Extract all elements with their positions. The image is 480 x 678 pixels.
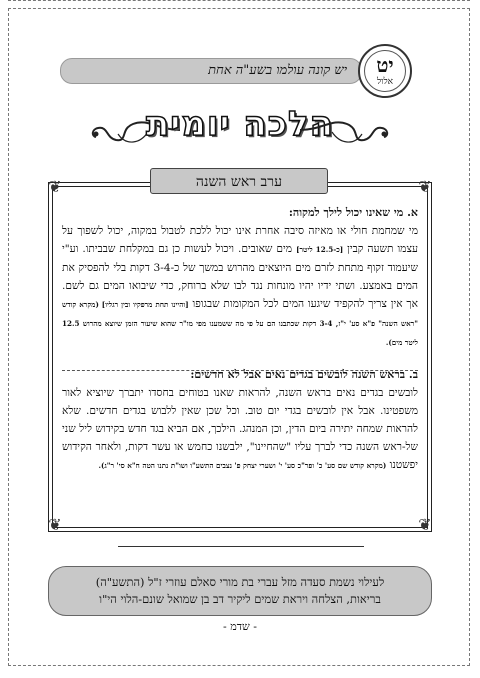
tagline-bar <box>60 58 362 84</box>
section-b <box>62 366 418 475</box>
section-divider <box>62 370 418 371</box>
corner-ornament-icon: ❦ <box>418 515 432 534</box>
page-number: - שדמ - <box>222 620 258 633</box>
section-b-source: (מקרא קודש שם סע' כ' ופר"כ סע' י' ושערי יצחק פ' נצבים התשע"ו ושו"ת נתנו הטה ח"א סי' ר"ג). <box>98 461 387 470</box>
dedication-line-2: בריאות, הצלחה ויראת שמים ליקיר דב בן שמואל שונם-הלוי הי"ו <box>99 592 381 606</box>
corner-ornament-icon: ❦ <box>48 515 62 534</box>
section-a-heading: א. מי שאינו יכול לילך למקוה: <box>288 206 418 219</box>
section-a-measure: [כ-12.5 ליטר] <box>296 245 344 254</box>
section-b-body: לובשים בגדים נאים בראש השנה, להראות שאנו בטוחים בחסדו יתברך שיוציא לאור משפטינו. אבל אין לובשים בגדי יום טוב. וכל שכן שאין ללבוש בגדים חדשים. שלא להראות שמחה יתירה ביום הדין, וכן המנהג. הילכך, אם הביא בגד חדש בקידוש ליל שני של-ראש השנה כדי לברך עליו "שהחיינו", ילבשנו כחמש או עשר דקות, ולאחר הקידוש יפשטנו <box>62 387 418 471</box>
halacha-content <box>62 204 418 479</box>
bottom-divider <box>118 546 364 547</box>
subtitle-text: ערב ראש השנה <box>195 174 283 190</box>
section-a-body-2: מים שאובים. ויכול לעשות כן גם במקלחת שבביתו. וע"י שיעמוד זקוף מתחת לזרם מים היוצאים מהרוש במשך של כ-3-4 דקות בלי להפסיק את המים באמצע. ושתי ידיו יהיו מונחות נגד לבו שלא ברוחק, כדי שיבואו המים גם לשם. אך אין צריך להקפיד שיגעו המים לכל המקומות שבגופו <box>62 243 418 310</box>
section-b-heading: ב. בראש השנה לובשים בגדים נאים אבל לא חדשים: <box>190 368 418 381</box>
section-a-body: מי שמחמת חולי או מאיזה סיבה אחרת אינו יכול ללכת לטבול במקוה, יכול לשפוך על עצמו תשעה קבין <box>62 225 418 255</box>
section-a <box>62 204 418 352</box>
corner-ornament-icon: ❦ <box>418 177 432 196</box>
date-seal-month: אלול <box>376 77 394 87</box>
date-seal-number: יט <box>376 53 394 77</box>
date-seal <box>358 44 412 98</box>
dedication-line-1: לעילוי נשמת סעדה מזל עברי בת מורי סאלם עוזרי ז"ל (התשע"ה) <box>95 575 385 589</box>
flourish-right-icon <box>297 110 392 150</box>
corner-ornament-icon: ❦ <box>48 177 62 196</box>
dedication-bar <box>48 566 432 616</box>
section-a-source: [והיינו תחת מרפקיו ובין רגליו] (מקרא קודש "ראש השנה" פ"א סע' י"ז, 3-4 דקות שכתבנו הם על פי מה ששמענו מפי מו"ר שהוא שיעור הזמן שיוצא מהרוש 12.5 ליטר מים). <box>62 300 418 347</box>
subtitle-tab <box>150 168 328 194</box>
tagline-text: יש קונה עולמו בשע"ה אחת <box>208 63 347 78</box>
page-title: הלכה יומית <box>146 104 334 144</box>
cut-line-top <box>8 0 470 2</box>
title-area <box>40 100 440 156</box>
date-seal-inner <box>364 50 406 92</box>
